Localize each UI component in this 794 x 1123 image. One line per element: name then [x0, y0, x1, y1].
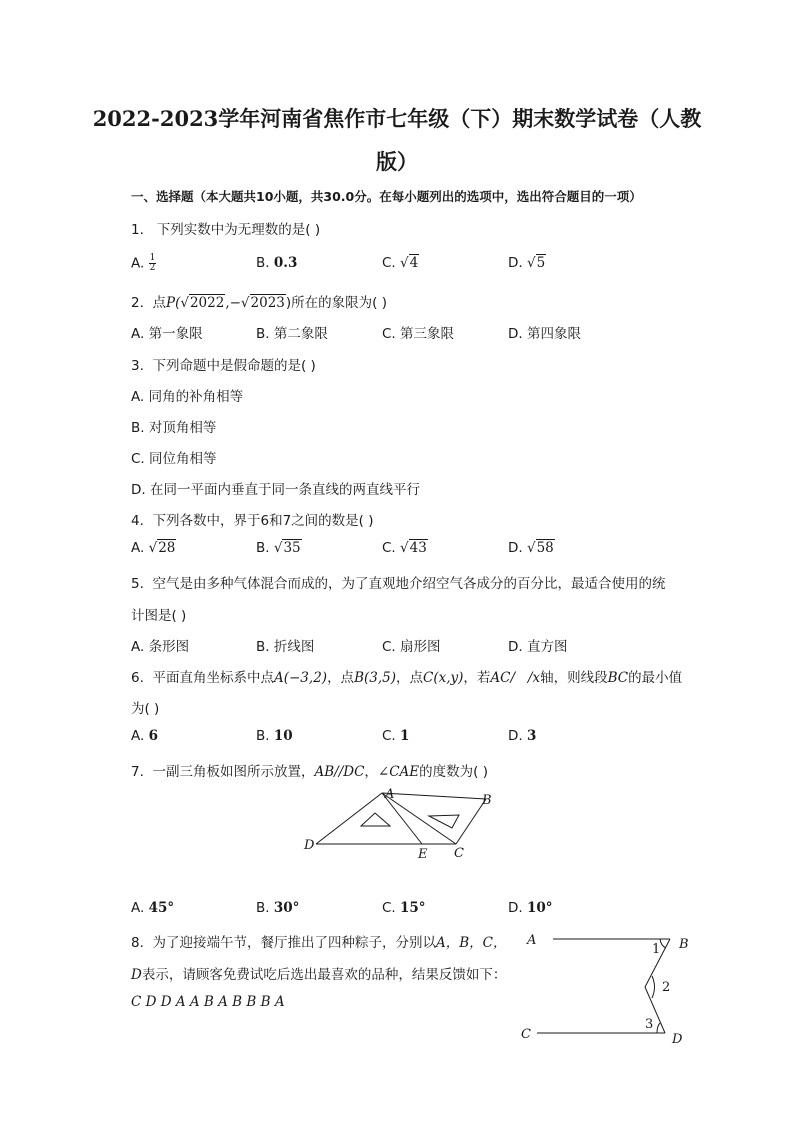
- label-e: E: [418, 847, 428, 862]
- label-b: B: [679, 937, 689, 952]
- q7-option-b[interactable]: B. 30°: [256, 900, 300, 916]
- q3-option-c[interactable]: C. 同位角相等: [131, 451, 217, 467]
- q3-option-b[interactable]: B. 对顶角相等: [131, 420, 217, 436]
- line-ab: [382, 793, 486, 799]
- q5-option-a[interactable]: A. 条形图: [131, 639, 190, 655]
- line-da: [316, 793, 382, 844]
- q2-option-c[interactable]: C. 第三象限: [382, 326, 455, 342]
- triangle-figure: [298, 782, 508, 864]
- angle-2-arc: [652, 976, 655, 998]
- label-d: D: [304, 838, 315, 853]
- page-title-line2: 版）: [376, 149, 418, 174]
- label-c: C: [521, 1027, 531, 1042]
- label-c: C: [454, 846, 464, 861]
- q2-option-b[interactable]: B. 第二象限: [256, 326, 328, 342]
- q2-option-a[interactable]: A. 第一象限: [131, 326, 203, 342]
- q5-option-b[interactable]: B. 折线图: [256, 639, 315, 655]
- question-8: 8. 为了迎接端午节，餐厅推出了四种粽子，分别以A，B，C，: [131, 935, 507, 951]
- angle-3-arc: [657, 1023, 660, 1033]
- q1-option-d[interactable]: D. √5: [508, 255, 546, 271]
- angle-3-label: 3: [645, 1017, 654, 1032]
- q7-option-d[interactable]: D. 10°: [508, 900, 553, 916]
- question-3: 3. 下列命题中是假命题的是( ): [131, 358, 316, 374]
- inner-triangle-left: [361, 813, 390, 826]
- q4-option-d[interactable]: D. √58: [508, 540, 554, 556]
- q3-option-a[interactable]: A. 同角的补角相等: [131, 389, 244, 405]
- label-a: A: [527, 933, 537, 948]
- q4-option-a[interactable]: A. √28: [131, 540, 176, 556]
- inner-triangle-right: [429, 815, 459, 828]
- section-heading: 一、选择题（本大题共10小题，共30.0分。在每小题列出的选项中，选出符合题目的一项）: [131, 189, 642, 204]
- question-6: 6. 平面直角坐标系中点A(−3,2)，点B(3,5)，点C(x,y)，若AC/ /x轴，则线段BC的最小值: [131, 670, 683, 686]
- question-2: 2. 点P(√2022,−√2023)所在的象限为( ): [131, 295, 387, 311]
- q6-option-d[interactable]: D. 3: [508, 728, 537, 744]
- q5-option-c[interactable]: C. 扇形图: [382, 639, 441, 655]
- label-a: A: [385, 787, 395, 802]
- q5-option-d[interactable]: D. 直方图: [508, 639, 568, 655]
- q7-option-c[interactable]: C. 15°: [382, 900, 426, 916]
- question-1: [131, 218, 320, 238]
- q1-stem: 下列实数中为无理数的是( ): [156, 222, 321, 238]
- angle-2-label: 2: [662, 980, 671, 995]
- question-8-cont: D表示，请顾客免费试吃后选出最喜欢的品种，结果反馈如下：: [131, 967, 507, 983]
- q6-option-a[interactable]: A. 6: [131, 728, 158, 744]
- angle-1-arc: [660, 939, 666, 948]
- angle-1-label: 1: [652, 942, 661, 957]
- question-8-sequence: C D D A A B A B B B A: [131, 994, 285, 1010]
- fraction: $\frac{1}{2}$: [149, 253, 156, 273]
- page-title-line1: 2022-2023学年河南省焦作市七年级（下）期末数学试卷（人教: [92, 106, 702, 131]
- question-6-cont: 为( ): [131, 701, 160, 717]
- q1-option-b[interactable]: B. 0.3: [256, 255, 298, 271]
- question-5-cont: 计图是( ): [131, 608, 187, 624]
- question-7: 7. 一副三角板如图所示放置，AB//DC，∠CAE的度数为( ): [131, 764, 488, 780]
- q1-option-c[interactable]: C. √4: [382, 255, 419, 271]
- q3-option-d[interactable]: D. 在同一平面内垂直于同一条直线的两直线平行: [131, 482, 420, 498]
- q1-option-a[interactable]: A. $\frac{1}{2}$: [131, 253, 156, 273]
- question-4: 4. 下列各数中，界于6和7之间的数是( ): [131, 513, 374, 529]
- q7-option-a[interactable]: A. 45°: [131, 900, 175, 916]
- label-d: D: [672, 1032, 683, 1047]
- q6-option-c[interactable]: C. 1: [382, 728, 410, 744]
- question-5: 5. 空气是由多种气体混合而成的，为了直观地介绍空气各成分的百分比，最适合使用的统: [131, 576, 666, 592]
- q6-option-b[interactable]: B. 10: [256, 728, 293, 744]
- q4-option-b[interactable]: B. √35: [256, 540, 301, 556]
- label-b: B: [482, 793, 492, 808]
- q1-number: 1.: [131, 222, 144, 238]
- parallel-lines-figure: [515, 928, 705, 1052]
- q2-option-d[interactable]: D. 第四象限: [508, 326, 581, 342]
- q4-option-c[interactable]: C. √43: [382, 540, 427, 556]
